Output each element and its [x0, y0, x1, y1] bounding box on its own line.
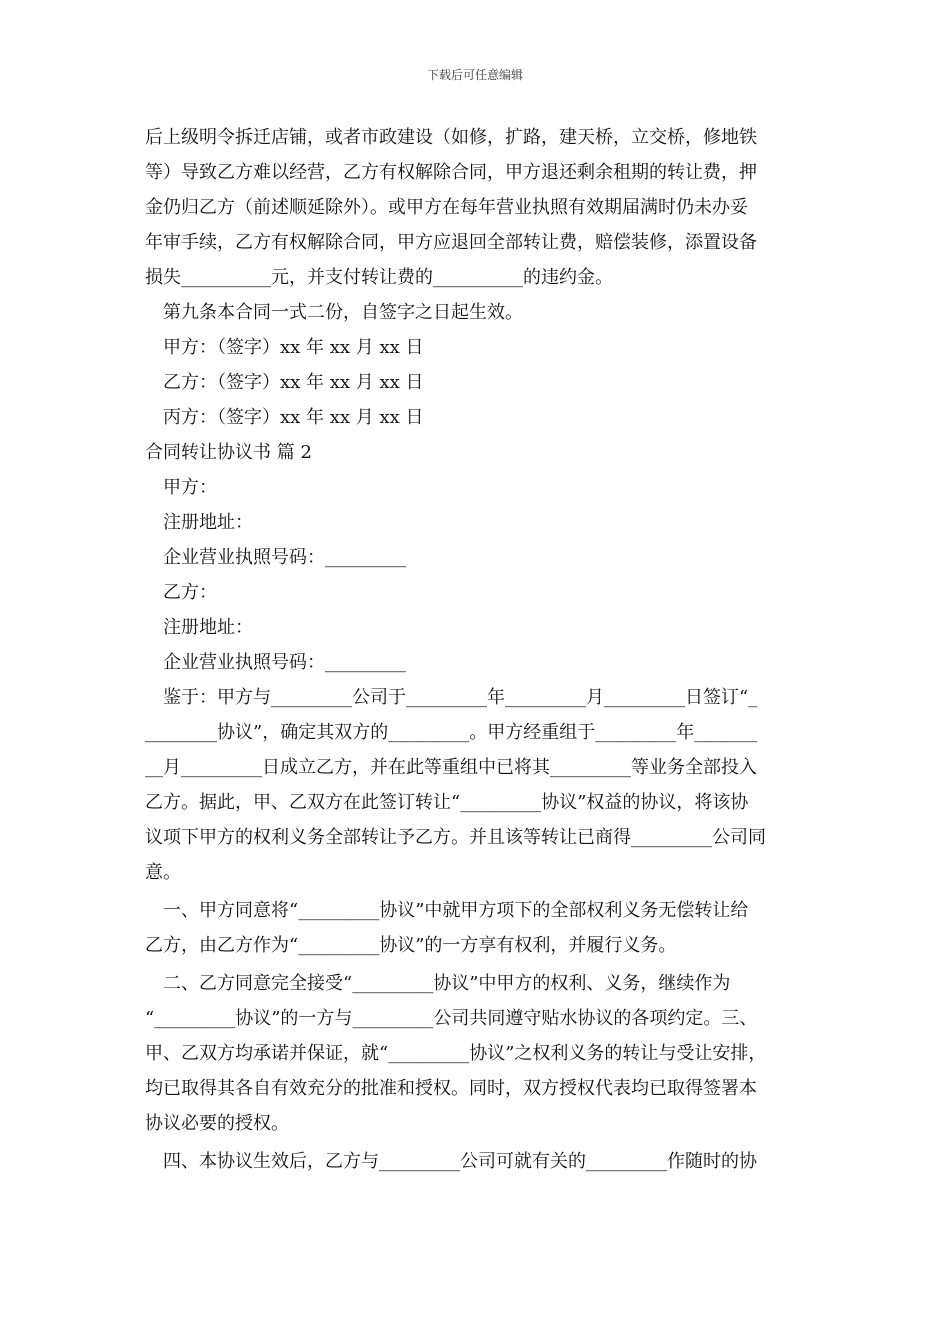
text-line: 企业营业执照号码：_________ — [163, 652, 406, 673]
signature-line: 丙方：（签字）xx 年 xx 月 xx 日 — [163, 407, 424, 428]
text-line: 鉴于：甲方与_________公司于_________年_________月_________日签订“_ — [163, 687, 758, 708]
text-line: __月_________日成立乙方，并在此等重组中已将其_________等业务全部投入 — [145, 757, 757, 778]
text-line: 四、本协议生效后，乙方与_________公司可就有关的_________作随时的协 — [163, 1151, 757, 1172]
text-line: 二、乙方同意完全接受“_________协议”中甲方的权利、义务，继续作为 — [163, 973, 731, 994]
text-line: 一、甲方同意将“_________协议”中就甲方项下的全部权利义务无偿转让给 — [163, 900, 749, 921]
text-line: 甲、乙双方均承诺并保证，就“_________协议”之权利义务的转让与受让安排， — [145, 1043, 767, 1064]
text-line: 注册地址： — [163, 617, 253, 638]
document-body — [145, 120, 810, 1179]
text-line: 等）导致乙方难以经营，乙方有权解除合同，甲方退还剩余租期的转让费，押 — [145, 162, 757, 183]
text-line: 金仍归乙方（前述顺延除外）。或甲方在每年营业执照有效期届满时仍未办妥 — [145, 197, 748, 218]
text-line: 协议必要的授权。 — [145, 1113, 289, 1134]
text-line: 第九条本合同一式二份，自签字之日起生效。 — [163, 302, 523, 323]
page-header: 下载后可任意编辑 — [426, 68, 523, 82]
text-line: 损失__________元，并支付转让费的__________的违约金。 — [145, 267, 613, 288]
text-line: ________协议”，确定其双方的_________。甲方经重组于_________年_______ — [145, 722, 758, 743]
text-line: 乙方。据此，甲、乙双方在此签订转让“_________协议”权益的协议，将该协 — [145, 792, 749, 813]
text-line: 甲方： — [163, 477, 217, 498]
text-line: 乙方，由乙方作为“_________协议”的一方享有权利，并履行义务。 — [145, 935, 677, 956]
text-line: 注册地址： — [163, 512, 253, 533]
text-line: 均已取得其各自有效充分的批准和授权。同时，双方授权代表均已取得签署本 — [145, 1078, 757, 1099]
section-title: 合同转让协议书 篇 2 — [145, 442, 312, 463]
text-line: 议项下甲方的权利义务全部转让予乙方。并且该等转让已商得_________公司同 — [145, 827, 766, 848]
text-line: 后上级明令拆迁店铺，或者市政建设（如修，扩路，建天桥，立交桥，修地铁 — [145, 127, 757, 148]
signature-line: 乙方：（签字）xx 年 xx 月 xx 日 — [163, 372, 424, 393]
text-line: 企业营业执照号码：_________ — [163, 547, 406, 568]
text-line: 年审手续，乙方有权解除合同，甲方应退回全部转让费，赔偿装修，添置设备 — [145, 232, 757, 253]
text-line: 乙方： — [163, 582, 217, 603]
text-line: 意。 — [145, 862, 181, 883]
text-line: “_________协议”的一方与_________公司共同遵守贴水协议的各项约定。三、 — [145, 1008, 758, 1029]
signature-line: 甲方：（签字）xx 年 xx 月 xx 日 — [163, 337, 424, 358]
